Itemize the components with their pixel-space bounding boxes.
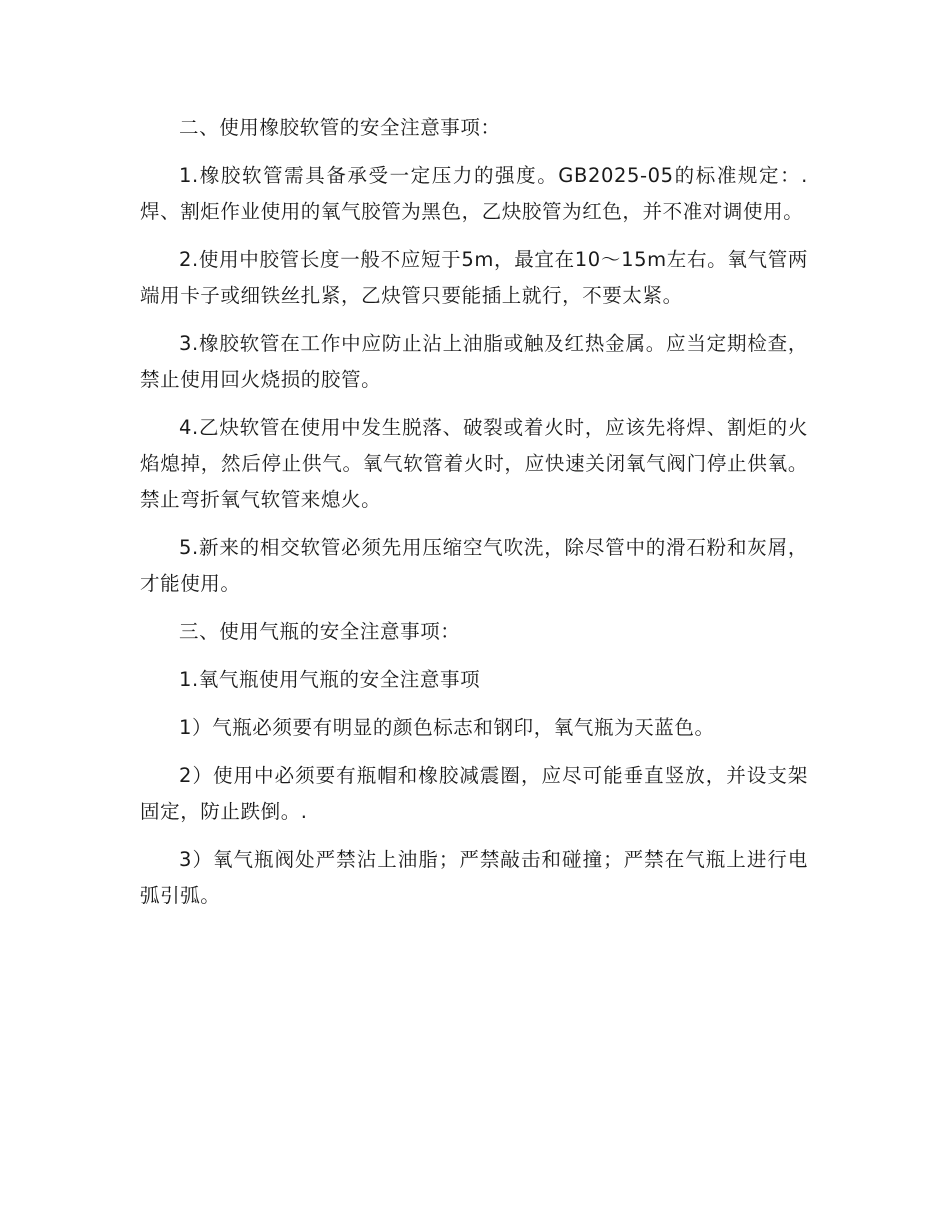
paragraph-hose-strength: 1.橡胶软管需具备承受一定压力的强度。GB2025-05的标准规定：.焊、割炬作业使用的氧气胶管为黑色，乙炔胶管为红色，并不准对调使用。 [140,164,808,223]
section-heading-rubber-hose: 二、使用橡胶软管的安全注意事项： [179,116,501,139]
list-item-cap-and-ring: 2）使用中必须要有瓶帽和橡胶减震圈，应尽可能垂直竖放，并设支架固定，防止跌倒。. [140,764,808,823]
paragraph-hose-oil: 3.橡胶软管在工作中应防止沾上油脂或触及红热金属。应当定期检查，禁止使用回火烧损的胶管。 [140,332,808,391]
paragraph-new-hose: 5.新来的相交软管必须先用压缩空气吹洗，除尽管中的滑石粉和灰屑，才能使用。 [140,536,808,595]
document-body [140,110,808,926]
section-heading-gas-cylinder: 三、使用气瓶的安全注意事项： [179,620,461,643]
list-item-color-mark: 1）气瓶必须要有明显的颜色标志和钢印，氧气瓶为天蓝色。 [179,716,715,739]
subheading-oxygen-cylinder: 1.氧气瓶使用气瓶的安全注意事项 [179,668,481,691]
list-item-valve-safety: 3）氧气瓶阀处严禁沾上油脂；严禁敲击和碰撞；严禁在气瓶上进行电弧引弧。 [140,848,808,907]
paragraph-hose-fire: 4.乙炔软管在使用中发生脱落、破裂或着火时，应该先将焊、割炬的火焰熄掉，然后停止供气。氧气软管着火时，应快速关闭氧气阀门停止供氧。禁止弯折氧气软管来熄火。 [140,416,808,511]
paragraph-hose-length: 2.使用中胶管长度一般不应短于5m，最宜在10～15m左右。氧气管两端用卡子或细铁丝扎紧，乙炔管只要能插上就行，不要太紧。 [140,248,808,307]
